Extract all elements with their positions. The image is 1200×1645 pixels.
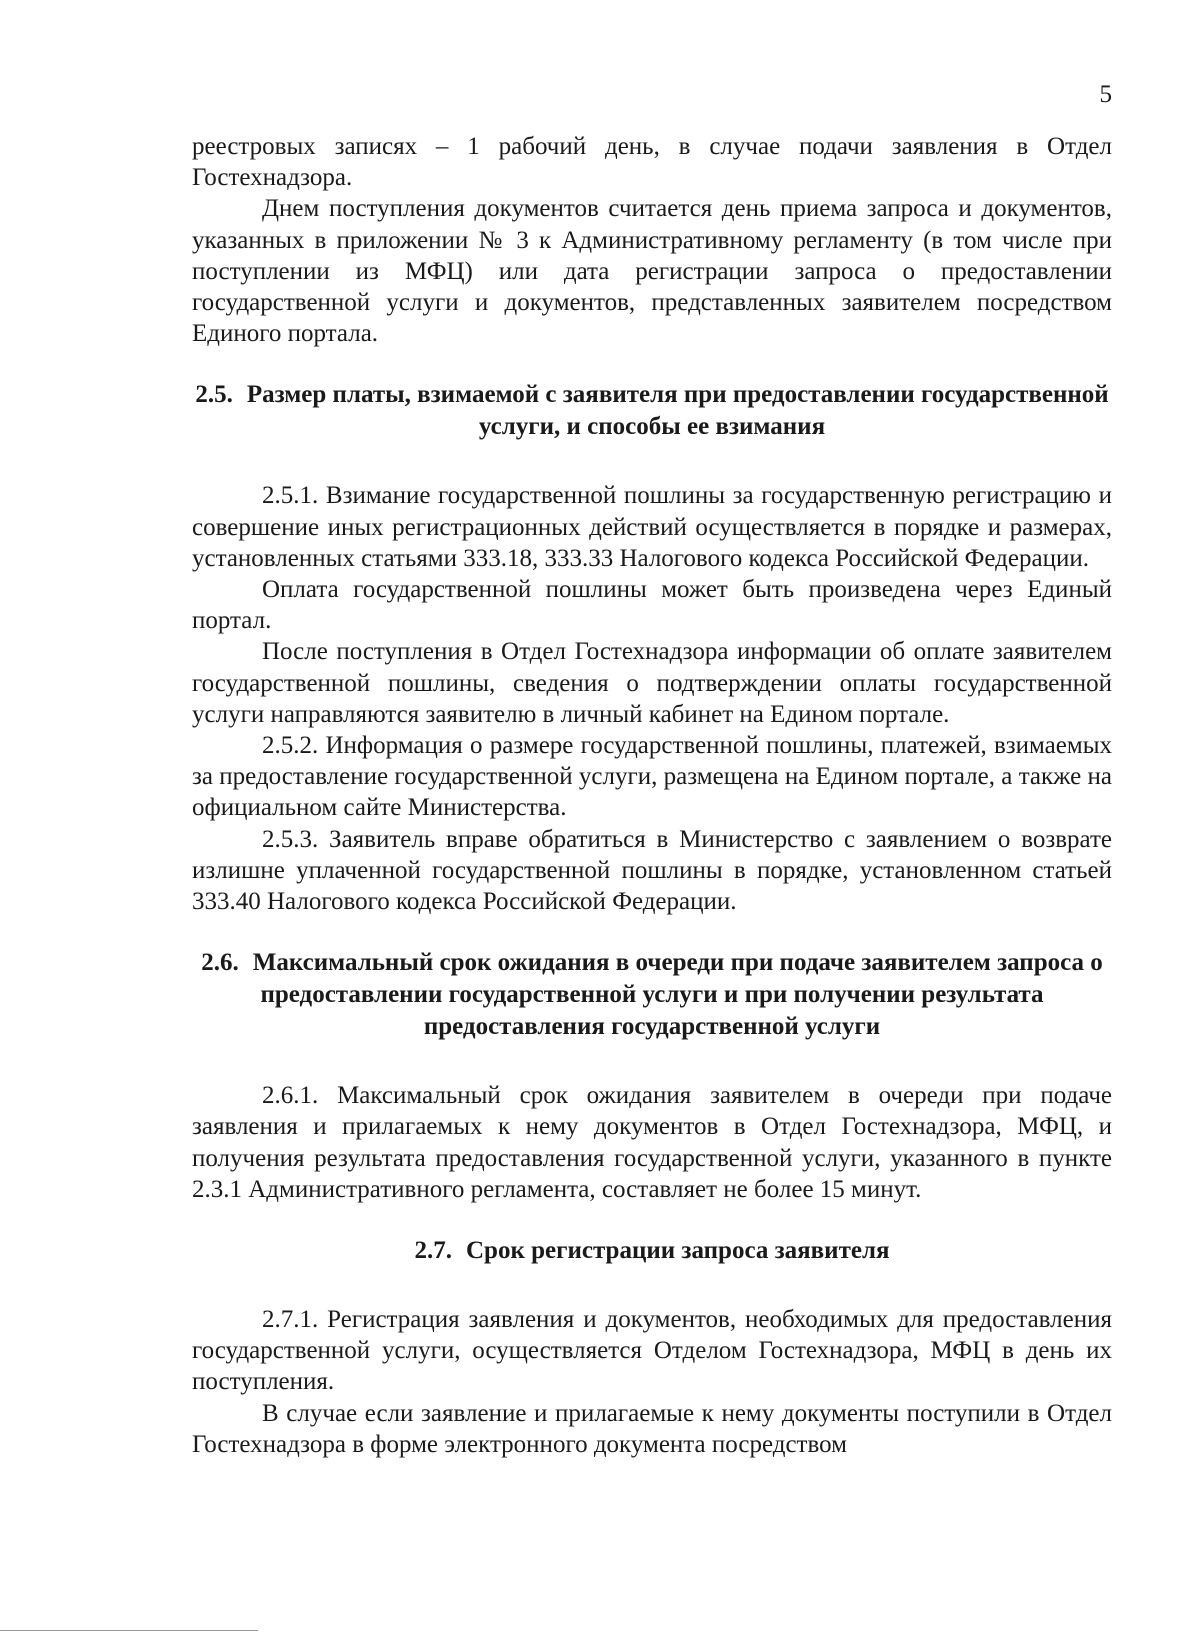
section-heading-2-6 [192,947,1112,1043]
page-number: 5 [1099,81,1112,108]
paragraph-2-5-2: 2.5.2. Информация о размере государственной пошлины, платежей, взимаемых за предоставление государственной услуги, размещена на Едином портале, а также на официальном сайте Министерства. [192,732,1112,822]
section-title: Максимальный срок ожидания в очереди при подаче заявителем запроса о предоставлении государственной услуги и при получении результата предоставления государственной услуги [252,949,1103,1041]
paragraph-2-7-1: 2.7.1. Регистрация заявления и документов, необходимых для предоставления государственной услуги, осуществляется Отделом Гостехнадзора, МФЦ в день их поступления. [192,1306,1112,1396]
paragraph-electronic-submission: В случае если заявление и прилагаемые к нему документы поступили в Отдел Гостехнадзора в форме электронного документа посредством [192,1399,1112,1458]
paragraph-document-receipt-day: Днем поступления документов считается день приема запроса и документов, указанных в приложении № 3 к Административному регламенту (в том числе при поступлении из МФЦ) или дата регистрации запроса о предоставлении государственной услуги и документов, представленных заявителем посредством Единого портала. [192,195,1112,348]
paragraph-2-6-1: 2.6.1. Максимальный срок ожидания заявителем в очереди при подаче заявления и прилагаемых к нему документов в Отдел Гостехнадзора, МФЦ, и получения результата предоставления государственной услуги, указанного в пункте 2.3.1 Административного регламента, составляет не более 15 минут. [192,1082,1112,1203]
paragraph-registry-records: реестровых записях – 1 рабочий день, в случае подачи заявления в Отдел Гостехнадзора. [192,133,1112,192]
scan-edge-line [0,1630,258,1631]
document-body [192,131,1112,1460]
paragraph-payment-portal: Оплата государственной пошлины может быть произведена через Единый портал. [192,576,1112,635]
section-heading-2-7 [192,1235,1112,1267]
paragraph-2-5-3: 2.5.3. Заявитель вправе обратиться в Министерство с заявлением о возврате излишне уплаченной государственной пошлины в порядке, установленном статьей 333.40 Налогового кодекса Российской Федерации. [192,825,1112,916]
section-number: 2.5. [195,381,233,409]
section-title: Размер платы, взимаемой с заявителя при предоставлении государственной услуги, и способы ее взимания [246,381,1109,441]
section-number: 2.6. [201,949,239,977]
section-heading-2-5 [192,379,1112,443]
paragraph-payment-confirmation: После поступления в Отдел Гостехнадзора информации об оплате заявителем государственной пошлины, сведения о подтверждении оплаты государственной услуги направляются заявителю в личный кабинет на Едином портале. [192,638,1112,728]
paragraph-2-5-1: 2.5.1. Взимание государственной пошлины за государственную регистрацию и совершение иных регистрационных действий осуществляется в порядке и размерах, установленных статьями 333.18, 333.33 Налогового кодекса Российской Федерации. [192,482,1112,572]
section-title: Срок регистрации запроса заявителя [466,1237,890,1265]
section-number: 2.7. [414,1237,452,1265]
